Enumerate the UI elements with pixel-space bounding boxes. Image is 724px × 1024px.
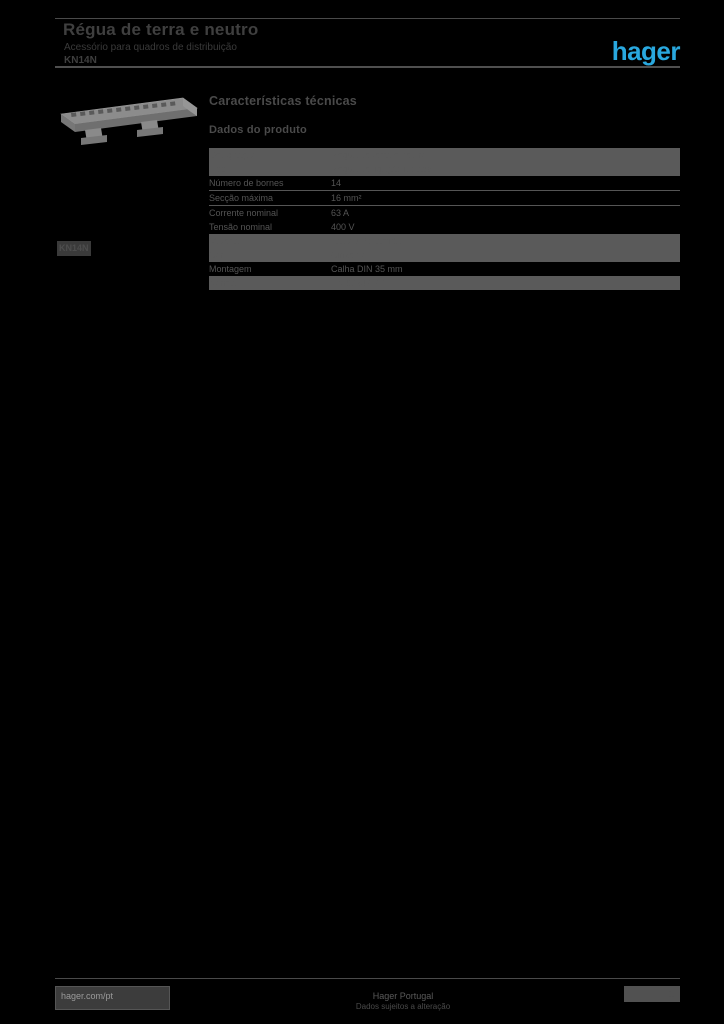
specification-table	[209, 148, 680, 290]
table-cell-value: 14	[331, 176, 680, 191]
footer-center-line2: Dados sujeitos a alteração	[355, 1002, 451, 1011]
product-reference: KN14N	[64, 55, 97, 66]
table-row	[209, 220, 680, 234]
table-row	[209, 148, 680, 162]
brand-logo: hager	[611, 36, 680, 66]
table-cell-label: Tensão nominal	[209, 222, 273, 232]
table-cell-value: EN 60947-7-1	[331, 276, 680, 290]
table-cell-label: Designação	[209, 148, 331, 162]
table-cell-label: Material	[209, 234, 331, 248]
footer-center-line1: Hager Portugal	[372, 991, 434, 1001]
table-row	[209, 176, 680, 191]
table-cell-value: 16 mm²	[331, 191, 680, 206]
table-row	[209, 248, 680, 262]
table-row	[209, 262, 680, 276]
table-cell-value: Calha DIN 35 mm	[331, 264, 403, 274]
table-row	[209, 191, 680, 206]
footer-page-number: 1	[668, 989, 674, 999]
section-title-sub: Dados do produto	[209, 124, 307, 136]
table-row	[209, 234, 680, 248]
section-title-main: Características técnicas	[209, 94, 357, 108]
table-cell-value: Latão / Poliamida	[331, 234, 680, 248]
page-subtitle: Acessório para quadros de distribuição	[64, 42, 237, 53]
left-caption-block	[57, 241, 197, 256]
table-cell-label: Tipo	[209, 162, 331, 176]
table-cell-label: Número de bornes	[209, 176, 331, 191]
table-row	[209, 162, 680, 176]
page-title: Régua de terra e neutro	[63, 20, 259, 39]
table-row	[209, 206, 680, 221]
table-cell-value: Cinzento	[331, 248, 680, 262]
product-image	[55, 86, 201, 148]
page-header	[55, 18, 680, 68]
table-cell-value: Régua de terra e neutro	[331, 148, 680, 162]
footer-rule	[55, 978, 680, 979]
table-cell-label: Cor	[209, 248, 331, 262]
header-rule-top	[55, 18, 680, 19]
content-column	[209, 86, 680, 290]
table-cell-value: 63 A	[331, 208, 350, 218]
table-row	[209, 276, 680, 290]
table-cell-label: Corrente nominal	[209, 208, 279, 218]
table-cell-label: Norma	[209, 276, 331, 290]
page-footer	[55, 978, 680, 1011]
left-caption-title: KN14N	[57, 241, 91, 256]
table-cell-label: Montagem	[209, 264, 252, 274]
table-cell-label: Secção máxima	[209, 191, 331, 206]
footer-url-link[interactable]: hager.com/pt	[61, 991, 114, 1001]
product-illustration-svg	[55, 86, 201, 148]
table-cell-value: Régua de ligação isolada	[331, 162, 680, 176]
specification-table-body	[209, 148, 680, 290]
table-cell-value: 400 V	[331, 222, 355, 232]
header-rule-bottom	[55, 66, 680, 68]
